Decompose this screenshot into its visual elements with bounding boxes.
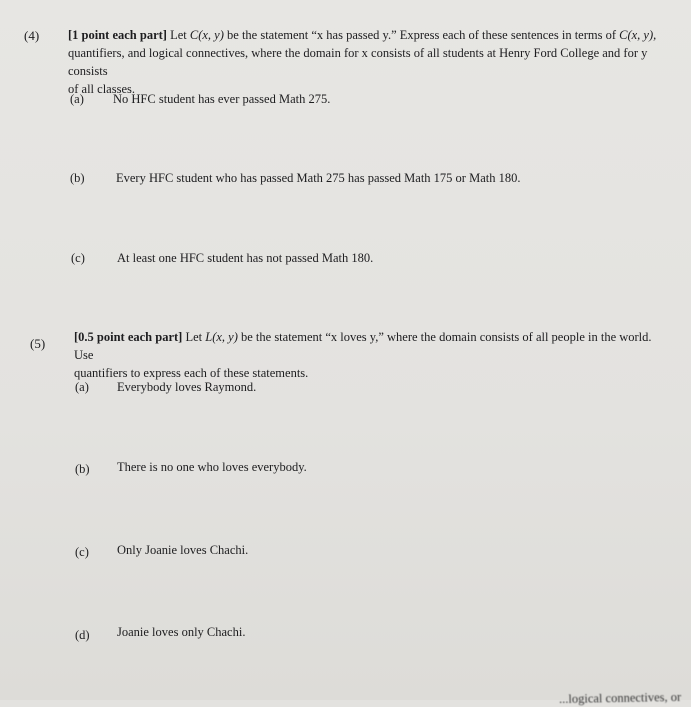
- problem-5-intro: be the statement “x loves y,” where the domain consists of all people in the world. Use: [74, 330, 652, 362]
- next-page-text-fragment: ...logical connectives, or: [558, 689, 682, 707]
- problem-5-number: (5): [30, 336, 46, 351]
- problem-5c-text: Only Joanie loves Chachi.: [117, 543, 249, 557]
- problem-4b-letter: (b): [70, 171, 85, 185]
- problem-4-line-2: quantifiers, and logical connectives, where the domain for x consists of all students at Henry Ford College and for y consists: [68, 46, 648, 78]
- problem-5-points: [0.5 point each part]: [74, 330, 183, 344]
- problem-4-number: (4): [24, 28, 40, 43]
- problem-4-points: [1 point each part]: [68, 28, 167, 42]
- problem-5-statement: [74, 328, 674, 382]
- problem-4c-letter: (c): [71, 251, 85, 265]
- problem-4-line-1: [68, 26, 668, 44]
- problem-4a-text: No HFC student has ever passed Math 275.: [113, 92, 331, 106]
- problem-5d-text: Joanie loves only Chachi.: [117, 625, 246, 639]
- predicate-C: C(x, y): [189, 28, 224, 42]
- problem-4b-text: Every HFC student who has passed Math 275 has passed Math 175 or Math 180.: [116, 171, 521, 185]
- problem-4-line-3: of all classes.: [68, 82, 135, 96]
- problem-4-intro: be the statement “x has passed y.” Express each of these sentences in terms of: [223, 28, 620, 42]
- problem-5a-text: Everybody loves Raymond.: [117, 380, 257, 394]
- problem-4-statement: [68, 26, 668, 98]
- predicate-C-2: C(x, y),: [619, 28, 657, 42]
- problem-5-line-1: [74, 328, 674, 364]
- problem-5-let: Let: [182, 330, 206, 344]
- problem-5c-letter: (c): [75, 545, 89, 559]
- problem-5a-letter: (a): [75, 380, 89, 394]
- predicate-L: L(x, y): [205, 330, 238, 344]
- problem-5-line-2: quantifiers to express each of these statements.: [74, 366, 309, 380]
- problem-4c-text: At least one HFC student has not passed Math 180.: [117, 251, 374, 265]
- problem-5b-text: There is no one who loves everybody.: [117, 460, 307, 474]
- problem-4a-letter: (a): [70, 92, 84, 106]
- problem-5b-letter: (b): [75, 462, 90, 476]
- problem-5d-letter: (d): [75, 628, 90, 642]
- problem-4-let: Let: [166, 28, 190, 42]
